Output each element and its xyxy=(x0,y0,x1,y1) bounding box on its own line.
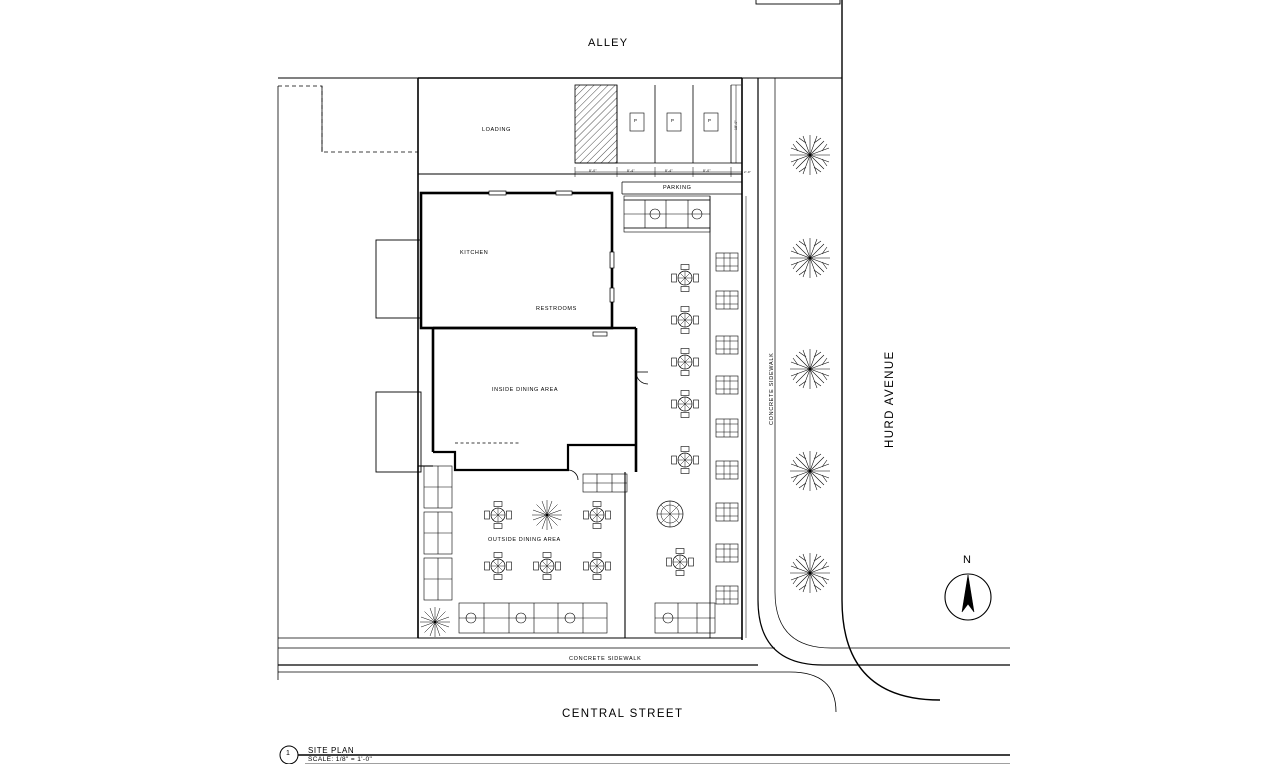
dimension-stall-depth: 18'-0" xyxy=(734,120,738,130)
label-concrete-sidewalk-south: CONCRETE SIDEWALK xyxy=(569,656,642,662)
parking-stall-symbol-2: P xyxy=(671,118,675,123)
title-scale: SCALE: 1/8" = 1'-0" xyxy=(308,756,373,763)
label-restrooms: RESTROOMS xyxy=(536,306,577,312)
dimension-stall-1: 8'-0" xyxy=(589,169,597,173)
north-arrow-symbol xyxy=(945,574,991,620)
label-parking: PARKING xyxy=(663,185,692,191)
dimension-stall-3: 8'-4" xyxy=(665,169,673,173)
parking-stall-symbol-3: P xyxy=(708,118,712,123)
label-concrete-sidewalk-east: CONCRETE SIDEWALK xyxy=(769,352,775,425)
label-outside-dining-area: OUTSIDE DINING AREA xyxy=(488,537,561,543)
title-detail-number: 1 xyxy=(286,750,291,757)
dimension-stall-2: 8'-4" xyxy=(627,169,635,173)
label-loading: LOADING xyxy=(482,127,511,133)
north-arrow-label: N xyxy=(963,554,972,566)
dimension-stall-4: 8'-0" xyxy=(703,169,711,173)
label-inside-dining-area: INSIDE DINING AREA xyxy=(492,387,559,393)
parking-stall-symbol-1: P xyxy=(634,118,638,123)
title-block-graphics xyxy=(280,746,1010,764)
label-central-street: CENTRAL STREET xyxy=(562,708,684,720)
label-alley: ALLEY xyxy=(588,37,629,49)
title-text: SITE PLAN xyxy=(308,746,355,755)
dimension-aisle: 2'-0" xyxy=(744,170,751,174)
label-hurd-avenue: HURD AVENUE xyxy=(884,350,896,448)
label-kitchen: KITCHEN xyxy=(460,250,489,256)
